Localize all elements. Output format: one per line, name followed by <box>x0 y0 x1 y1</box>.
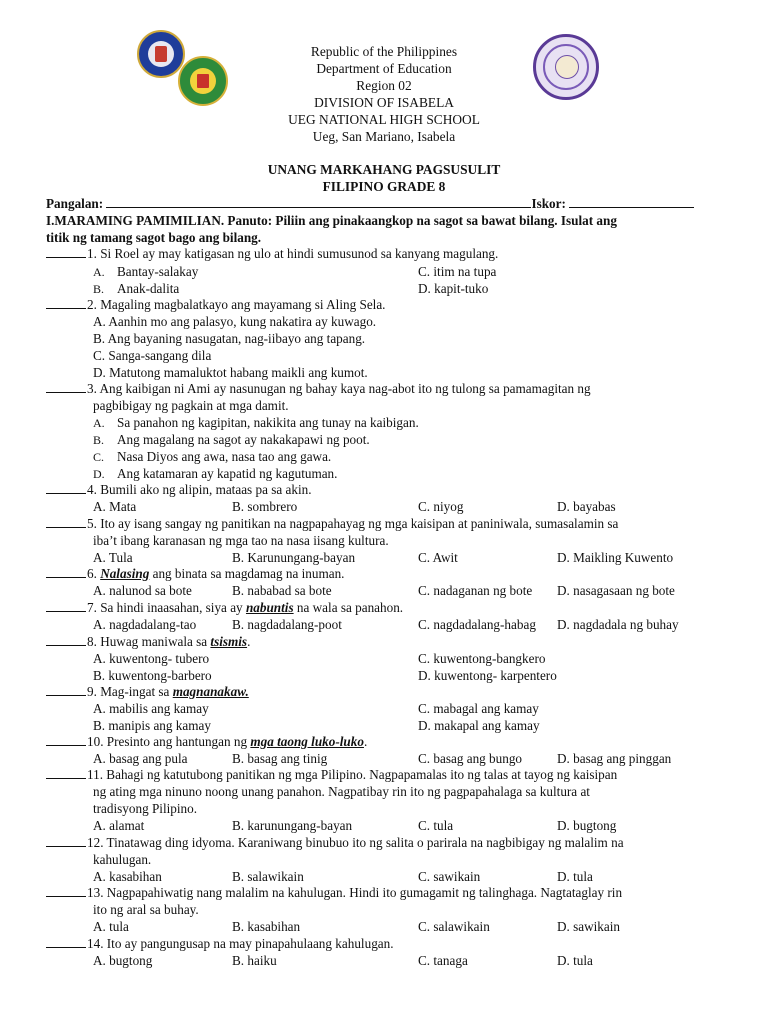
question-text: Bumili ako ng alipin, mataas pa sa akin. <box>100 482 312 497</box>
answer-blank[interactable] <box>46 633 86 646</box>
answer-blank[interactable] <box>46 884 86 897</box>
choice-text: C. tanaga <box>418 953 468 968</box>
question-stem <box>46 683 249 700</box>
choice-text: C. basag ang bungo <box>418 751 523 766</box>
answer-blank[interactable] <box>46 733 86 746</box>
question-text: Ito ay isang sangay ng panitikan na nagpapahayag ng mga kaisipan at paniniwala, sumasalamin sa <box>100 516 619 531</box>
question-number: 4. <box>87 482 97 497</box>
choice-b <box>93 667 212 684</box>
choice-text: B. karunungang-bayan <box>232 818 353 833</box>
choice-text: C. sawikain <box>418 869 481 884</box>
choice-a <box>93 868 162 885</box>
question-stem <box>46 599 403 616</box>
choice-text: Ang magalang na sagot ay nakakapawi ng poot. <box>117 432 370 447</box>
choice-a <box>93 918 129 935</box>
choice-text: A. Tula <box>93 550 133 565</box>
choice-b <box>232 918 300 935</box>
choice-letter: A. <box>93 416 105 430</box>
choice-a <box>93 313 376 330</box>
emphasized-term: mga taong luko-luko <box>250 734 364 749</box>
question-stem <box>46 834 624 851</box>
question-text-continued: kahulugan. <box>93 852 152 867</box>
choice-text: B. haiku <box>232 953 277 968</box>
choice-c <box>418 498 463 515</box>
choice-c <box>418 700 539 717</box>
choice-letter: B. <box>93 282 105 296</box>
choice-b <box>93 431 370 449</box>
choice-text: D. Matutong mamaluktot habang maikli ang kumot. <box>93 365 368 380</box>
choice-c <box>418 549 458 566</box>
emphasized-term: Nalasing <box>100 566 150 581</box>
choice-d <box>418 667 557 684</box>
choice-text: B. salawikain <box>232 869 304 884</box>
choice-a <box>93 700 209 717</box>
name-label: Pangalan: <box>46 196 104 211</box>
choice-c <box>418 817 453 834</box>
choice-text: D. tula <box>557 869 593 884</box>
question-text: Magaling magbalatkayo ang mayamang si Aling Sela. <box>100 297 386 312</box>
choice-b <box>93 330 365 347</box>
score-label: Iskor: <box>531 196 566 211</box>
name-row <box>46 195 694 212</box>
choice-c <box>93 347 211 364</box>
choice-text: D. bugtong <box>557 818 617 833</box>
choice-text: D. kuwentong- karpentero <box>418 668 557 683</box>
choice-b <box>232 952 277 969</box>
choice-text: B. nababad sa bote <box>232 583 332 598</box>
choice-d <box>557 918 620 935</box>
question-number: 1. <box>87 246 97 261</box>
choice-d <box>557 750 671 767</box>
exam-titles <box>0 161 768 195</box>
choice-letter: C. <box>93 450 105 464</box>
question-stem <box>46 515 618 532</box>
choice-text: Ang katamaran ay kapatid ng kagutuman. <box>117 466 338 481</box>
choice-d <box>418 717 540 734</box>
question-text: Ang kaibigan ni Ami ay nasunugan ng bahay kaya nag-abot ito ng tulong sa pamamagitan ng <box>99 381 591 396</box>
choice-d <box>557 549 673 566</box>
name-field-line[interactable] <box>106 195 531 208</box>
address-line: Ueg, San Mariano, Isabela <box>312 129 456 144</box>
question-number: 10. <box>87 734 104 749</box>
answer-blank[interactable] <box>46 245 86 258</box>
question-stem <box>46 481 312 498</box>
choice-b <box>232 582 332 599</box>
choice-c <box>418 952 468 969</box>
emphasized-term: tsismis <box>210 634 248 649</box>
choice-c <box>418 263 496 280</box>
choice-a <box>93 750 187 767</box>
choice-text: C. salawikain <box>418 919 490 934</box>
choice-b <box>232 549 355 566</box>
score-field-line[interactable] <box>569 195 694 208</box>
choice-c <box>418 650 545 667</box>
choice-text: C. nagdadalang-habag <box>418 617 536 632</box>
question-text: na wala sa panahon. <box>296 600 404 615</box>
answer-blank[interactable] <box>46 380 86 393</box>
question-text-continued: ito ng aral sa buhay. <box>93 902 199 917</box>
choice-text: D. makapal ang kamay <box>418 718 540 733</box>
choice-text: B. Ang bayaning nasugatan, nag-iibayo ang tapang. <box>93 331 366 346</box>
choice-letter: B. <box>93 433 105 447</box>
choice-d <box>557 616 679 633</box>
question-stem <box>46 884 622 901</box>
choice-text: A. mabilis ang kamay <box>93 701 209 716</box>
choice-b <box>232 498 297 515</box>
choice-b <box>232 817 352 834</box>
choice-d <box>557 498 616 515</box>
choice-text: A. kuwentong- tubero <box>93 651 210 666</box>
choice-d <box>557 952 593 969</box>
instructions-line-1: I.MARAMING PAMIMILIAN. Panuto: Piliin ang pinakaangkop na sagot sa bawat bilang. Isulat ang <box>46 213 617 228</box>
choice-letter: A. <box>93 265 105 279</box>
question-stem <box>46 766 617 783</box>
question-text: Presinto ang hantungan ng <box>106 734 248 749</box>
choice-a <box>93 650 209 667</box>
question-number: 12. <box>87 835 104 850</box>
question-stem <box>46 565 344 582</box>
question-number: 8. <box>87 634 97 649</box>
choice-a <box>93 414 419 432</box>
question-text: ang binata sa magdamag na inuman. <box>152 566 345 581</box>
choice-text: D. nagdadala ng buhay <box>557 617 679 632</box>
choice-a <box>93 817 144 834</box>
choice-text: B. manipis ang kamay <box>93 718 211 733</box>
choice-c <box>418 750 522 767</box>
question-number: 6. <box>87 566 97 581</box>
answer-blank[interactable] <box>46 296 86 309</box>
question-number: 7. <box>87 600 97 615</box>
choice-text: C. Sanga-sangang dila <box>93 348 212 363</box>
question-stem <box>46 380 591 397</box>
answer-blank[interactable] <box>46 515 86 528</box>
question-stem <box>46 296 385 313</box>
exam-subject: FILIPINO GRADE 8 <box>322 179 446 194</box>
question-text: . <box>363 734 368 749</box>
answer-blank[interactable] <box>46 935 86 948</box>
choice-d <box>93 364 368 381</box>
choice-text: A. kasabihan <box>93 869 162 884</box>
emphasized-term: magnanakaw. <box>172 684 249 699</box>
choice-text: D. nasagasaan ng bote <box>557 583 675 598</box>
question-text: Ito ay pangungusap na may pinapahulaang kahulugan. <box>106 936 394 951</box>
choice-text: C. kuwentong-bangkero <box>418 651 546 666</box>
answer-blank[interactable] <box>46 834 86 847</box>
choice-c <box>418 582 532 599</box>
choice-text: B. nagdadalang-poot <box>232 617 342 632</box>
choice-text: B. Karunungang-bayan <box>232 550 356 565</box>
choice-b <box>232 750 327 767</box>
question-number: 14. <box>87 936 104 951</box>
question-text: Bahagi ng katutubong panitikan ng mga Pilipino. Nagpapamalas ito ng talas at tayog ng kaisipan <box>106 767 618 782</box>
choice-text: C. Awit <box>418 550 458 565</box>
question-text-continued: tradisyong Pilipino. <box>93 801 198 816</box>
choice-text: C. mabagal ang kamay <box>418 701 539 716</box>
choice-d <box>557 582 675 599</box>
question-number: 5. <box>87 516 97 531</box>
choice-text: B. kasabihan <box>232 919 301 934</box>
choice-text: A. basag ang pula <box>93 751 188 766</box>
question-number: 2. <box>87 297 97 312</box>
choice-text: D. bayabas <box>557 499 616 514</box>
question-text: Si Roel ay may katigasan ng ulo at hindi sumusunod sa kanyang magulang. <box>100 246 499 261</box>
region-line: Region 02 <box>356 78 412 93</box>
choice-text: A. nalunod sa bote <box>93 583 192 598</box>
choice-text: B. sombrero <box>232 499 298 514</box>
question-number: 9. <box>87 684 97 699</box>
emphasized-term: nabuntis <box>245 600 294 615</box>
choice-text: B. basag ang tinig <box>232 751 328 766</box>
choice-c <box>93 448 332 466</box>
choice-text: Nasa Diyos ang awa, nasa tao ang gawa. <box>117 449 332 464</box>
choice-text: D. sawikain <box>557 919 620 934</box>
choice-a <box>93 582 192 599</box>
choice-text: D. tula <box>557 953 593 968</box>
choice-text: D. basag ang pinggan <box>557 751 672 766</box>
choice-text: B. kuwentong-barbero <box>93 668 212 683</box>
choice-b <box>232 868 304 885</box>
choice-a <box>93 952 152 969</box>
answer-blank[interactable] <box>46 599 86 612</box>
choice-text: Bantay-salakay <box>117 264 199 279</box>
choice-text: Sa panahon ng kagipitan, nakikita ang tunay na kaibigan. <box>117 415 419 430</box>
question-text: . <box>247 634 251 649</box>
choice-text: A. Mata <box>93 499 137 514</box>
choice-a <box>93 498 136 515</box>
choice-text: A. Aanhin mo ang palasyo, kung nakatira ay kuwago. <box>93 314 377 329</box>
department-line: Department of Education <box>316 61 452 76</box>
question-text-continued: pagbibigay ng pagkain at mga damit. <box>93 398 289 413</box>
choice-text: D. Maikling Kuwento <box>557 550 674 565</box>
question-text: Nagpapahiwatig nang malalim na kahulugan. Hindi ito gumagamit ng talinghaga. Nagtataglay rin <box>106 885 623 900</box>
choice-a <box>93 549 133 566</box>
choice-d <box>418 280 488 297</box>
instructions-line-2: titik ng tamang sagot bago ang bilang. <box>46 230 262 245</box>
question-text: Sa hindi inaasahan, siya ay <box>100 600 243 615</box>
answer-blank[interactable] <box>46 565 86 578</box>
question-text: Tinatawag ding idyoma. Karaniwang binubuo ito ng salita o parirala na nagbibigay ng malalim na <box>106 835 624 850</box>
school-line: UEG NATIONAL HIGH SCHOOL <box>288 112 480 127</box>
choice-d <box>557 817 616 834</box>
question-text: Mag-ingat sa <box>100 684 170 699</box>
choice-a <box>93 616 196 633</box>
question-stem <box>46 935 394 952</box>
choice-text: A. nagdadalang-tao <box>93 617 197 632</box>
question-stem <box>46 633 250 650</box>
choice-letter: D. <box>93 467 105 481</box>
question-stem <box>46 733 367 750</box>
question-text: Huwag maniwala sa <box>100 634 208 649</box>
choice-b <box>232 616 342 633</box>
question-number: 3. <box>87 381 97 396</box>
answer-blank[interactable] <box>46 481 86 494</box>
question-number: 11. <box>87 767 103 782</box>
choice-text: A. tula <box>93 919 129 934</box>
republic-line: Republic of the Philippines <box>310 44 458 59</box>
choice-text: A. bugtong <box>93 953 153 968</box>
division-line: DIVISION OF ISABELA <box>314 95 454 110</box>
choice-text: A. alamat <box>93 818 145 833</box>
choice-a <box>93 263 199 281</box>
choice-text: C. itim na tupa <box>418 264 497 279</box>
choice-text: C. tula <box>418 818 454 833</box>
answer-blank[interactable] <box>46 683 86 696</box>
exam-title: UNANG MARKAHANG PAGSUSULIT <box>267 162 501 177</box>
choice-d <box>557 868 593 885</box>
choice-text: C. niyog <box>418 499 464 514</box>
question-stem <box>46 245 498 262</box>
choice-c <box>418 868 480 885</box>
choice-text: D. kapit-tuko <box>418 281 489 296</box>
choice-text: C. nadaganan ng bote <box>418 583 533 598</box>
choice-c <box>418 616 536 633</box>
question-text-continued: iba’t ibang karanasan ng mga tao na nasa iisang kultura. <box>93 533 389 548</box>
choice-c <box>418 918 490 935</box>
document-header <box>0 43 768 145</box>
question-text-continued: ng ating mga ninuno noong unang panahon. Nagpatibay rin ito ng pagpapahalaga sa kultura at <box>93 784 590 799</box>
question-number: 13. <box>87 885 104 900</box>
choice-b <box>93 717 211 734</box>
choice-text: Anak-dalita <box>117 281 180 296</box>
answer-blank[interactable] <box>46 766 86 779</box>
